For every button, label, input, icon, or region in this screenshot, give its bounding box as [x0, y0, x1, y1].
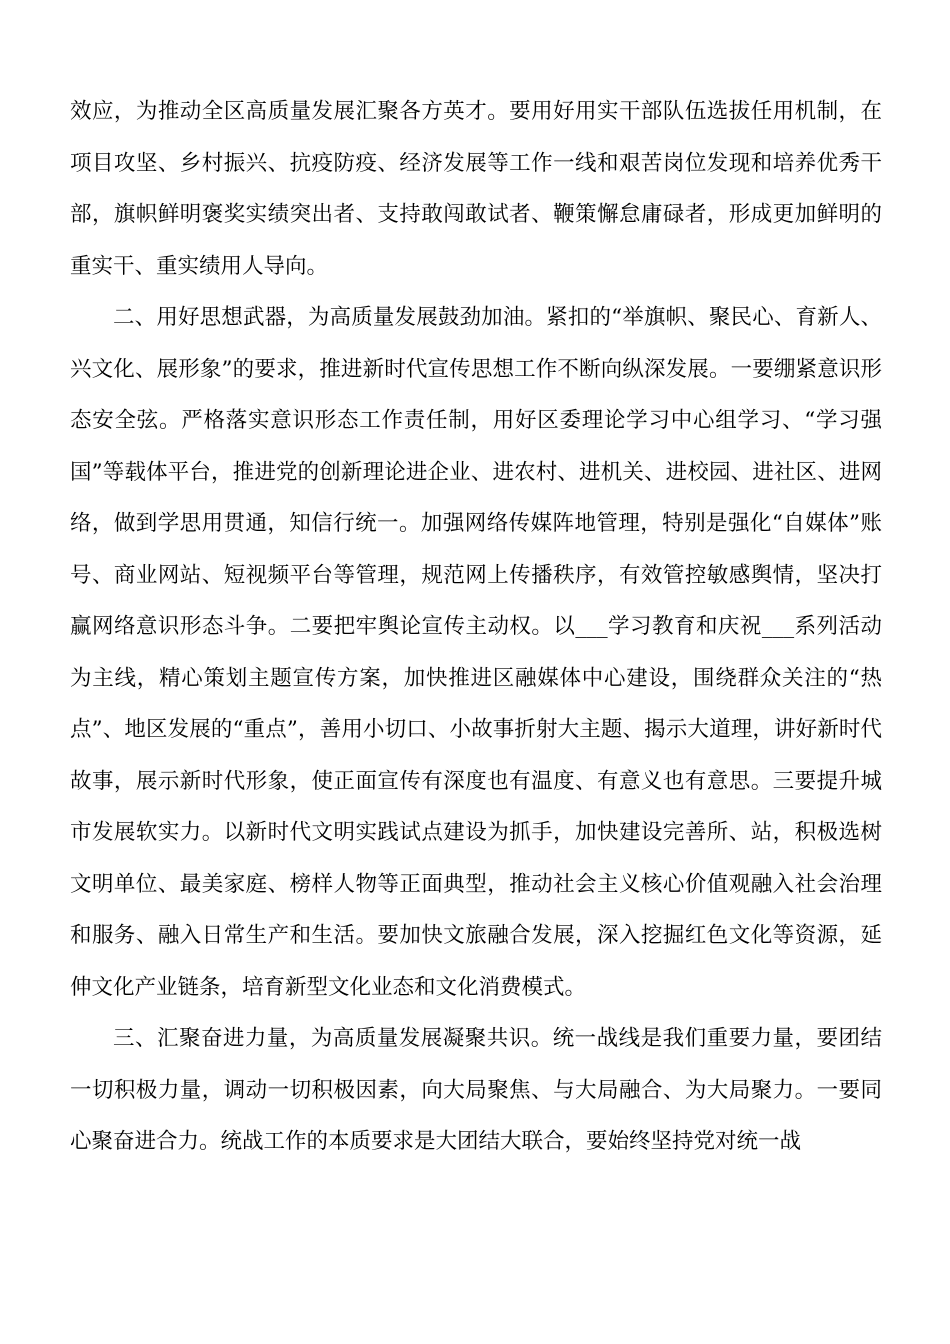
paragraph-section-three: 三、汇聚奋进力量，为高质量发展凝聚共识。统一战线是我们重要力量，要团结一切积极力量，调动一切积极因素，向大局聚焦、与大局融合、为大局聚力。一要同心聚奋进合力。统战工作的本质要求是大团结大联合，要始终坚持党对统一战 [70, 1026, 882, 1154]
document-page [70, 86, 882, 1168]
paragraph-continued: 效应，为推动全区高质量发展汇聚各方英才。要用好用实干部队伍选拔任用机制，在项目攻坚、乡村振兴、抗疫防疫、经济发展等工作一线和艰苦岗位发现和培养优秀干部，旗帜鲜明褒奖实绩突出者、支持敢闯敢试者、鞭策懈怠庸碌者，形成更加鲜明的重实干、重实绩用人导向。 [70, 99, 882, 279]
paragraph-section-two: 二、用好思想武器，为高质量发展鼓劲加油。紧扣的“举旗帜、聚民心、育新人、兴文化、展形象”的要求，推进新时代宣传思想工作不断向纵深发展。一要绷紧意识形态安全弦。严格落实意识形态工作责任制，用好区委理论学习中心组学习、“学习强国”等载体平台，推进党的创新理论进企业、进农村、进机关、进校园、进社区、进网络，做到学思用贯通，知信行统一。加强网络传媒阵地管理，特别是强化“自媒体”账号、商业网站、短视频平台等管理，规范网上传播秩序，有效管控敏感舆情，坚决打赢网络意识形态斗争。二要把牢舆论宣传主动权。以___学习教育和庆祝___系列活动为主线，精心策划主题宣传方案，加快推进区融媒体中心建设，围绕群众关注的“热点”、地区发展的“重点”，善用小切口、小故事折射大主题、揭示大道理，讲好新时代故事，展示新时代形象，使正面宣传有深度也有温度、有意义也有意思。三要提升城市发展软实力。以新时代文明实践试点建设为抓手，加快建设完善所、站，积极选树文明单位、最美家庭、榜样人物等正面典型，推动社会主义核心价值观融入社会治理和服务、融入日常生产和生活。要加快文旅融合发展，深入挖掘红色文化等资源，延伸文化产业链条，培育新型文化业态和文化消费模式。 [70, 305, 882, 1000]
